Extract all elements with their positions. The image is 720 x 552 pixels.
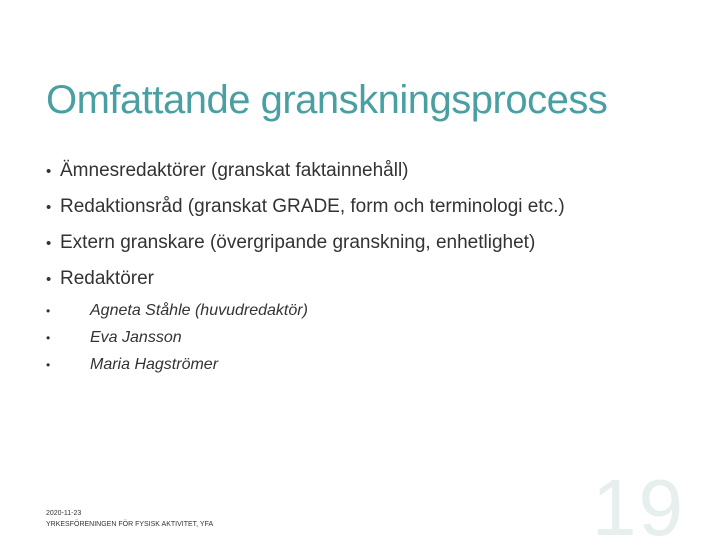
editor-item [46,356,308,383]
footer-organization: YRKESFÖRENINGEN FÖR FYSISK AKTIVITET, YFA [46,521,214,528]
editor-name: Eva Jansson [90,329,182,346]
bullet-dot: • [46,304,51,318]
editor-name: Maria Hagströmer [90,356,219,373]
footer-date: 2020-11-23 [46,510,82,517]
bullet-dot: • [46,331,51,345]
bullet-text: Redaktörer [60,268,154,289]
editor-name: Agneta Ståhle (huvudredaktör) [90,302,308,319]
editor-item [46,302,308,329]
bullet-dot: • [46,358,51,372]
editor-item [46,329,308,356]
bullet-dot: • [46,271,52,288]
bullet-item [46,232,686,268]
page-number: 19 [592,463,685,552]
bullet-text: Ämnesredaktörer (granskat faktainnehåll) [60,160,409,181]
slide-footer [46,508,213,530]
bullet-dot: • [46,163,52,180]
bullet-list [46,160,686,304]
editor-list [46,302,308,383]
bullet-dot: • [46,235,52,252]
slide-title: Omfattande granskningsprocess [46,78,608,122]
bullet-text: Extern granskare (övergripande granskning, enhetlighet) [60,232,536,253]
bullet-dot: • [46,199,52,216]
bullet-item [46,196,686,232]
bullet-item [46,268,686,304]
bullet-text: Redaktionsråd (granskat GRADE, form och terminologi etc.) [60,196,565,217]
bullet-item [46,160,686,196]
